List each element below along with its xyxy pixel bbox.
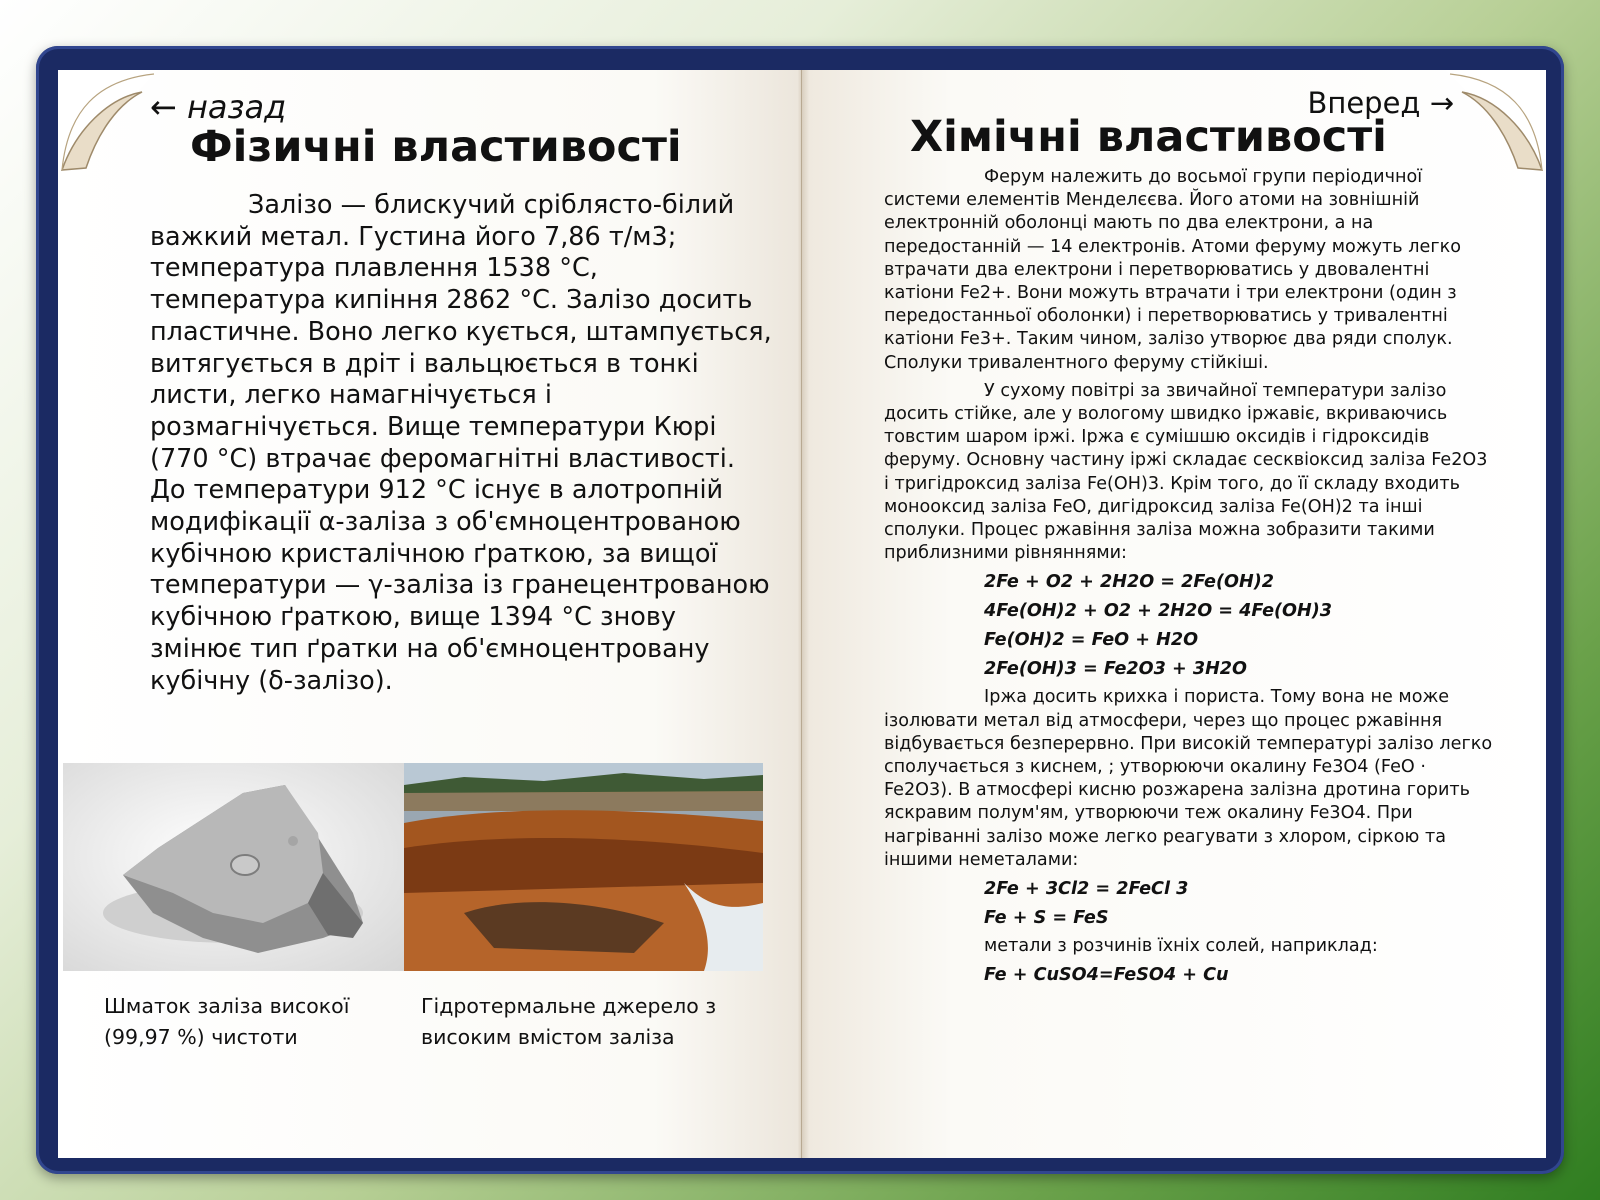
page-curl-left-icon	[58, 70, 158, 174]
forward-link[interactable]: Вперед →	[1307, 86, 1454, 120]
back-link[interactable]: ← назад	[150, 88, 287, 126]
equation: 2Fe(OH)3 = Fe2O3 + 3H2O	[984, 659, 1248, 680]
physical-properties-text: Залізо — блискучий сріблясто-білий важкий метал. Густина його 7,86 т/м3; температура плавлення 1538 °С, температура кипіння 2862 °С. Залізо досить пластичне. Воно легко кується, штампується, витягується в дріт і вальцюється в тонкі листи, легко намагнічується і розмагнічується. Вище температури Кюрі (770 °C) втрачає феромагнітні властивості. До температури 912 °C існує в алотропній модифікації α-заліза з об'ємноцентрованою кубічною кристалічною ґраткою, за вищої температури — γ-заліза із гранецентрованою кубічною ґраткою, вище 1394 °C знову змінює тип ґратки на об'ємноцентровану кубічну (δ-залізо).	[150, 190, 772, 696]
chem-paragraph-1: Ферум належить до восьмої групи періодичної системи елементів Менделєєва. Його атоми на зовнішній електронній оболонці мають по два електрони, а на передостанній — 14 електронів. Атоми феруму можуть легко втрачати два електрони і перетворюватись у двовалентні катіони Fe2+. Вони можуть втрачати і три електрони (один з передостанньої оболонки) і перетворюватись у тривалентні катіони Fe3+. Таким чином, залізо утворює два ряди сполук. Сполуки тривалентного феруму стійкіші.	[884, 167, 1461, 373]
spring-photo-caption: Гідротермальне джерело з високим вмістом заліза	[421, 994, 717, 1049]
chem-paragraph-2: У сухому повітрі за звичайної температури залізо досить стійке, але у вологому швидко іржавіє, вкриваючись товстим шаром іржі. Іржа є сумішшю оксидів і гідроксидів феруму. Основну частину іржі складає сесквіоксид заліза Fe2O3 і тригідроксид заліза Fe(OH)3. Крім того, до її складу входить монооксид заліза FeO, дигідроксид заліза Fe(OH)2 та інші сполуки. Процес ржавіння заліза можна зобразити такими приблизними рівняннями:	[884, 380, 1488, 564]
equation: Fe + S = FeS	[984, 908, 1109, 929]
book-spine	[801, 70, 802, 1158]
hydrothermal-spring-photo	[404, 763, 763, 971]
iron-chunk-photo	[63, 763, 404, 971]
chem-text-metals: метали з розчинів їхніх солей, наприклад:	[984, 936, 1378, 957]
iron-photo-caption: Шматок заліза високої (99,97 %) чистоти	[104, 994, 350, 1049]
physical-properties-title: Фізичні властивості	[190, 122, 682, 172]
chem-paragraph-3: Іржа досить крихка і пориста. Тому вона не може ізолювати метал від атмосфери, через що процес ржавіння відбувається безперервно. При високій температурі залізо легко сполучається з киснем, ; утворюючи окалину Fe3O4 (FeO · Fe2O3). В атмосфері кисню розжарена залізна дротина горить яскравим полум'ям, утворюючи теж окалину Fe3O4. При нагріванні залізо може легко реагувати з хлором, сіркою та іншими неметалами:	[884, 687, 1493, 870]
chemical-properties-text	[884, 166, 1496, 992]
chemical-properties-title: Хімічні властивості	[910, 112, 1387, 162]
open-book	[58, 70, 1546, 1158]
equation: 2Fe + 3Cl2 = 2FeCl 3	[984, 879, 1189, 900]
page-curl-right-icon	[1446, 70, 1546, 174]
equation: 2Fe + O2 + 2H2O = 2Fe(OH)2	[984, 572, 1274, 593]
equation: 4Fe(OH)2 + O2 + 2H2O = 4Fe(OH)3	[984, 601, 1332, 622]
equation: Fe(OH)2 = FeO + H2O	[984, 630, 1199, 651]
equation: Fe + CuSO4=FeSO4 + Cu	[984, 965, 1229, 986]
